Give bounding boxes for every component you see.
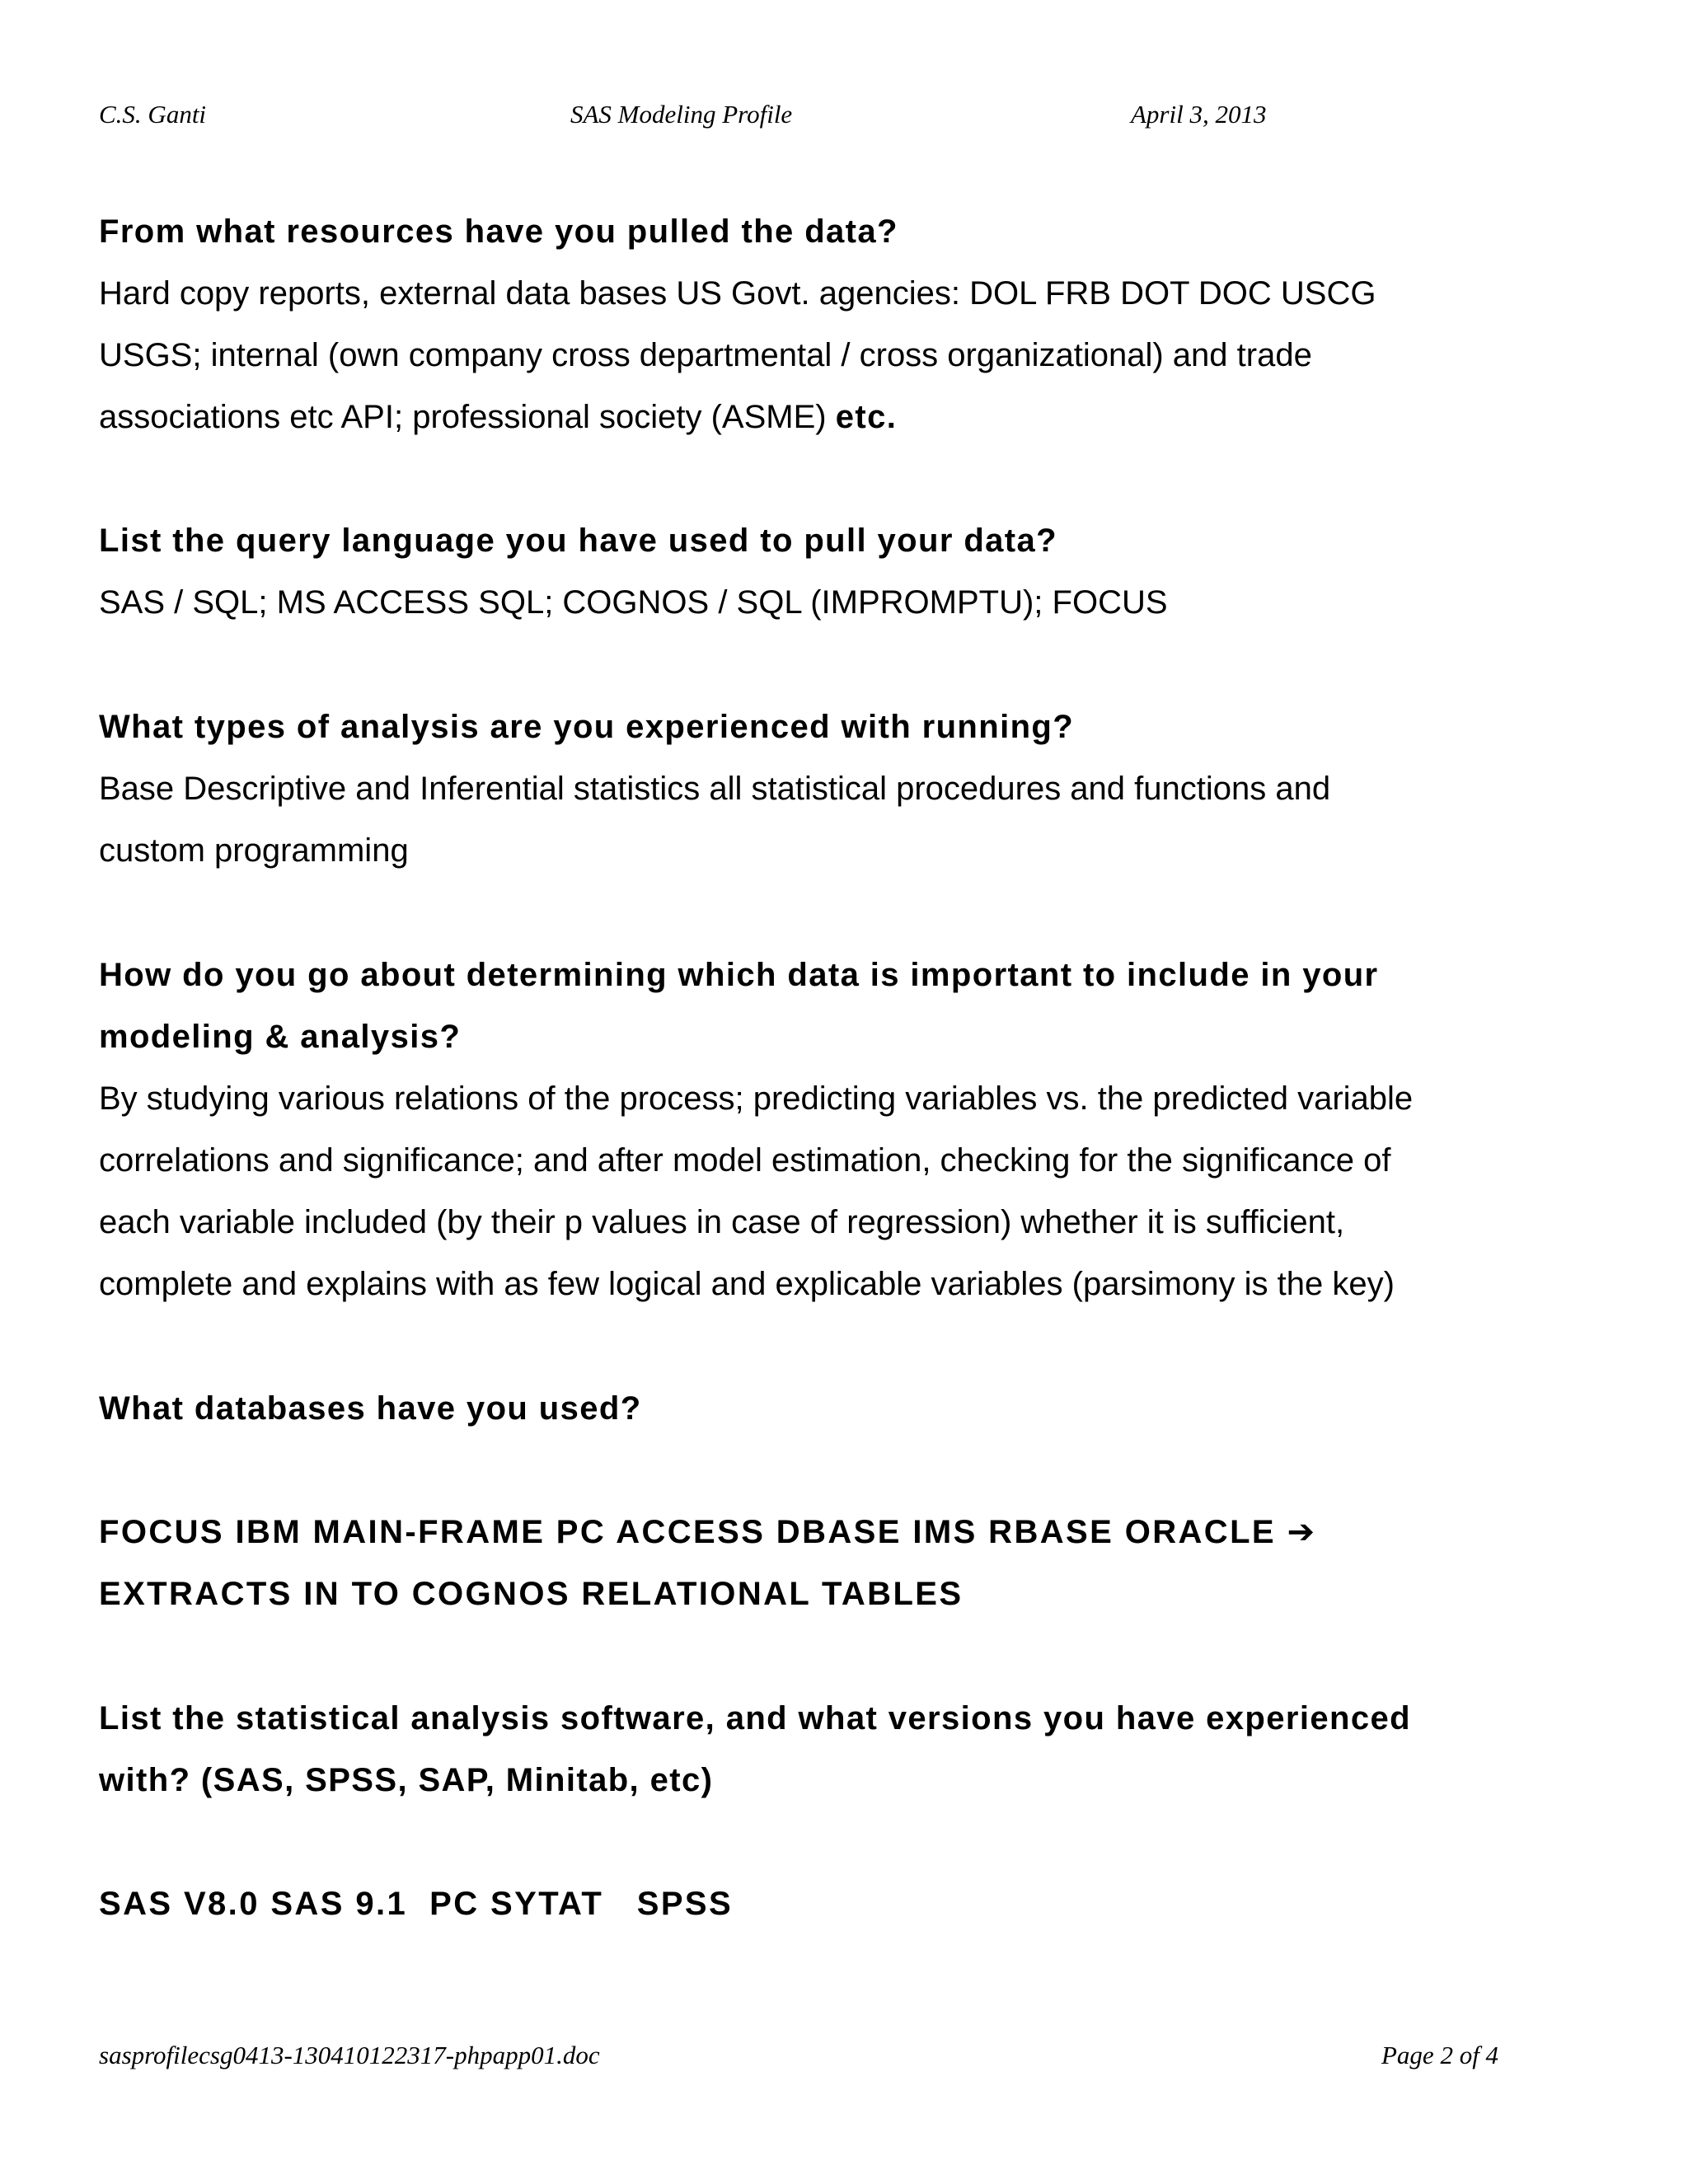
answer-data-importance-line-4: complete and explains with as few logical and explicable variables (parsimony is the key)	[99, 1266, 1395, 1302]
answer-data-resources-etc: etc.	[835, 399, 898, 435]
question-data-importance-line-1: How do you go about determining which data is important to include in your	[99, 957, 1379, 993]
answer-query-language: SAS / SQL; MS ACCESS SQL; COGNOS / SQL (IMPROMPTU); FOCUS	[99, 584, 1168, 621]
header-author: C.S. Ganti	[99, 100, 207, 129]
question-query-language: List the query language you have used to pull your data?	[99, 523, 1058, 559]
answer-data-importance-line-3: each variable included (by their p values in case of regression) whether it is sufficient,	[99, 1204, 1345, 1240]
question-stat-software-line-2: with? (SAS, SPSS, SAP, Minitab, etc)	[99, 1762, 714, 1798]
header-date: April 3, 2013	[1131, 100, 1267, 129]
footer-filename: sasprofilecsg0413-130410122317-phpapp01.doc	[99, 2041, 600, 2069]
answer-data-resources-line-2: USGS; internal (own company cross departmental / cross organizational) and trade	[99, 337, 1312, 373]
question-data-resources: From what resources have you pulled the data?	[99, 213, 898, 250]
answer-data-resources-line-1: Hard copy reports, external data bases US Govt. agencies: DOL FRB DOT DOC USCG	[99, 275, 1376, 312]
answer-stat-software: SAS V8.0 SAS 9.1 PC SYTAT SPSS	[99, 1886, 734, 1922]
footer-page-label: Page 2 of 4	[1381, 2041, 1499, 2069]
question-stat-software-line-1: List the statistical analysis software, and what versions you have experienced	[99, 1700, 1411, 1736]
answer-analysis-types-line-2: custom programming	[99, 832, 409, 869]
answer-data-importance-line-2: correlations and significance; and after model estimation, checking for the significance of	[99, 1142, 1391, 1179]
question-analysis-types: What types of analysis are you experienced with running?	[99, 709, 1075, 745]
answer-data-importance-line-1: By studying various relations of the process; predicting variables vs. the predicted variable	[99, 1080, 1414, 1117]
question-databases: What databases have you used?	[99, 1390, 642, 1427]
answer-databases-line-1: FOCUS IBM MAIN-FRAME PC ACCESS DBASE IMS RBASE ORACLE ➔	[99, 1514, 1317, 1550]
answer-databases-line-2: EXTRACTS IN TO COGNOS RELATIONAL TABLES	[99, 1576, 964, 1612]
answer-data-resources-line-3	[99, 387, 897, 448]
answer-analysis-types-line-1: Base Descriptive and Inferential statistics all statistical procedures and functions and	[99, 771, 1331, 807]
header-title: SAS Modeling Profile	[570, 100, 793, 129]
answer-data-resources-line-3-text: associations etc API; professional society (ASME)	[99, 399, 827, 435]
question-data-importance-line-2: modeling & analysis?	[99, 1019, 462, 1055]
